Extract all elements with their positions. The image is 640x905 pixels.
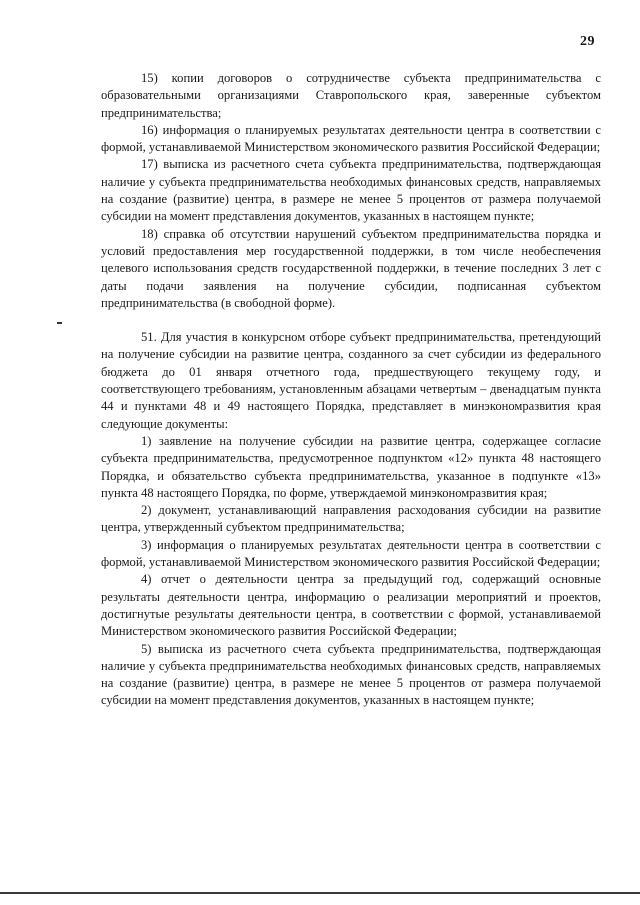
clause-51-item-2: 2) документ, устанавливающий направления расходования субсидии на развитие центра, утвержденный субъектом предпринимательства; — [101, 503, 601, 535]
clause-51: 51. Для участия в конкурсном отборе субъект предпринимательства, претендующий на получение субсидии на развитие центра, созданного за счет субсидии из федерального бюджета до 01 января отчетного года, предшествующего текущему году, и соответствующего требованиям, установленным абзацами четвертым – двенадцатым пункта 44 и пунктами 48 и 49 настоящего Порядка, представляет в минэкономразвития края следующие документы: — [101, 330, 601, 431]
clause-51-item-5: 5) выписка из расчетного счета субъекта предпринимательства, подтверждающая наличие у субъекта предпринимательства необходимых финансовых средств, направляемых на создание (развитие) центра, в размере не менее 5 процентов от размера получаемой субсидии на момент представления документов, указанных в настоящем пункте; — [101, 641, 601, 708]
list-item-15: 15) копии договоров о сотрудничестве субъекта предпринимательства с образовательными организациями Ставропольского края, заверенные субъектом предпринимательства; — [101, 71, 601, 120]
section-spacer — [101, 312, 601, 329]
list-item-17: 17) выписка из расчетного счета субъекта предпринимательства, подтверждающая наличие у субъекта предпринимательства необходимых финансовых средств, направляемых на создание (развитие) центра, в размере не менее 5 процентов от размера получаемой субсидии на момент представления документов, указанных в настоящем пункте; — [101, 157, 601, 224]
scan-artifact-mark — [57, 322, 62, 324]
list-item-18: 18) справка об отсутствии нарушений субъектом предпринимательства порядка и условий предоставления мер государственной поддержки, в том числе необеспечения целевого использования средств государственной поддержки, в течение последних 3 лет с даты подачи заявления на получение субсидии, подписанная субъектом предпринимательства (в свободной форме). — [101, 226, 601, 310]
clause-51-item-3: 3) информация о планируемых результатах деятельности центра в соответствии с формой, устанавливаемой Министерством экономического развития Российской Федерации; — [101, 537, 601, 570]
bottom-divider — [0, 892, 640, 894]
list-item-16: 16) информация о планируемых результатах деятельности центра в соответствии с формой, устанавливаемой Министерством экономического развития Российской Федерации; — [101, 122, 601, 155]
document-body — [101, 70, 601, 710]
clause-51-item-1: 1) заявление на получение субсидии на развитие центра, содержащее согласие субъекта предпринимательства, предусмотренное подпунктом «12» пункта 48 настоящего Порядка, и обязательство субъекта предпринимательства, указанное в подпункте «13» пункта 48 настоящего Порядка, по форме, утверждаемой минэкономразвития края; — [101, 433, 601, 500]
clause-51-item-4: 4) отчет о деятельности центра за предыдущий год, содержащий основные результаты деятельности центра, информацию о реализации мероприятий и проектов, достигнутые результаты деятельности центра, в соответствии с формой, устанавливаемой Министерством экономического развития Российской Федерации; — [101, 572, 601, 639]
page-number: 29 — [580, 34, 595, 49]
